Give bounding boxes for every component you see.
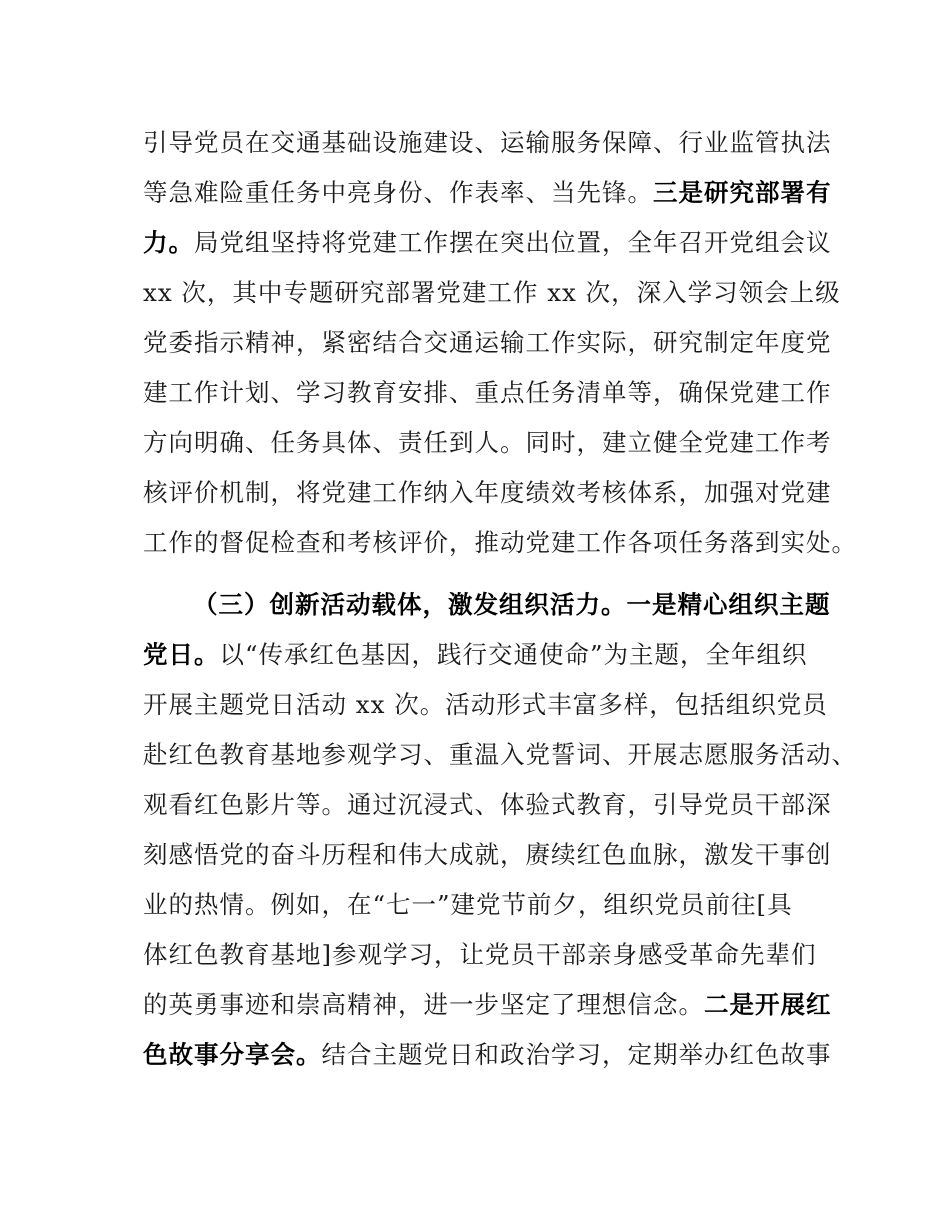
- text-line: [143, 1030, 832, 1080]
- body-text: 方向明确、任务具体、责任到人。同时，建立健全党建工作考: [143, 428, 832, 457]
- bold-heading-text: 党日。: [143, 640, 220, 669]
- body-text: 刻感悟党的奋斗历程和伟大成就，赓续红色血脉，激发干事创: [143, 840, 832, 869]
- body-text: 的英勇事迹和崇高精神，进一步坚定了理想信念。: [143, 990, 704, 1019]
- text-line: [143, 368, 832, 418]
- text-line: [143, 218, 832, 268]
- body-text: 观看红色影片等。通过沉浸式、体验式教育，引导党员干部深: [143, 790, 832, 819]
- text-line: [143, 118, 832, 168]
- body-text: 业的热情。例如，在“七一”建党节前夕，组织党员前往[具: [143, 890, 793, 919]
- body-text: 引导党员在交通基础设施建设、运输服务保障、行业监管执法: [143, 128, 832, 157]
- body-text: 体红色教育基地]参观学习，让党员干部亲身感受革命先辈们: [143, 940, 817, 969]
- bold-heading-text: （三）创新活动载体，激发组织活力。一是精心组织主题: [193, 590, 831, 619]
- bold-heading-text: 二是开展红: [704, 990, 832, 1019]
- body-text: 以“传承红色基因，践行交通使命”为主题，全年组织: [219, 640, 808, 669]
- text-line: [143, 630, 808, 680]
- text-line: [143, 830, 832, 880]
- text-line: [143, 418, 832, 468]
- text-line: [143, 518, 857, 568]
- text-line: [143, 268, 841, 318]
- body-text: 建工作计划、学习教育安排、重点任务清单等，确保党建工作: [143, 378, 832, 407]
- text-line: [143, 680, 828, 730]
- text-line: [143, 730, 857, 780]
- body-text: 局党组坚持将党建工作摆在突出位置，全年召开党组会议: [194, 228, 832, 257]
- text-line: [143, 468, 832, 518]
- text-line: [143, 168, 832, 218]
- text-line: [193, 580, 831, 630]
- text-line: [143, 930, 817, 980]
- body-text: 工作的督促检查和考核评价，推动党建工作各项任务落到实处。: [143, 528, 857, 557]
- body-text: 等急难险重任务中亮身份、作表率、当先锋。: [143, 178, 653, 207]
- body-text: 赴红色教育基地参观学习、重温入党誓词、开展志愿服务活动、: [143, 740, 857, 769]
- bold-heading-text: 三是研究部署有: [653, 178, 832, 207]
- body-text: xx 次，其中专题研究部署党建工作 xx 次，深入学习领会上级: [143, 278, 841, 307]
- text-line: [143, 780, 832, 830]
- body-text: 党委指示精神，紧密结合交通运输工作实际，研究制定年度党: [143, 328, 832, 357]
- text-line: [143, 880, 793, 930]
- body-text: 核评价机制，将党建工作纳入年度绩效考核体系，加强对党建: [143, 478, 832, 507]
- bold-heading-text: 力。: [143, 228, 194, 257]
- bold-heading-text: 色故事分享会。: [143, 1040, 322, 1069]
- text-line: [143, 318, 832, 368]
- body-text: 开展主题党日活动 xx 次。活动形式丰富多样，包括组织党员: [143, 690, 828, 719]
- text-line: [143, 980, 832, 1030]
- body-text: 结合主题党日和政治学习，定期举办红色故事: [321, 1040, 832, 1069]
